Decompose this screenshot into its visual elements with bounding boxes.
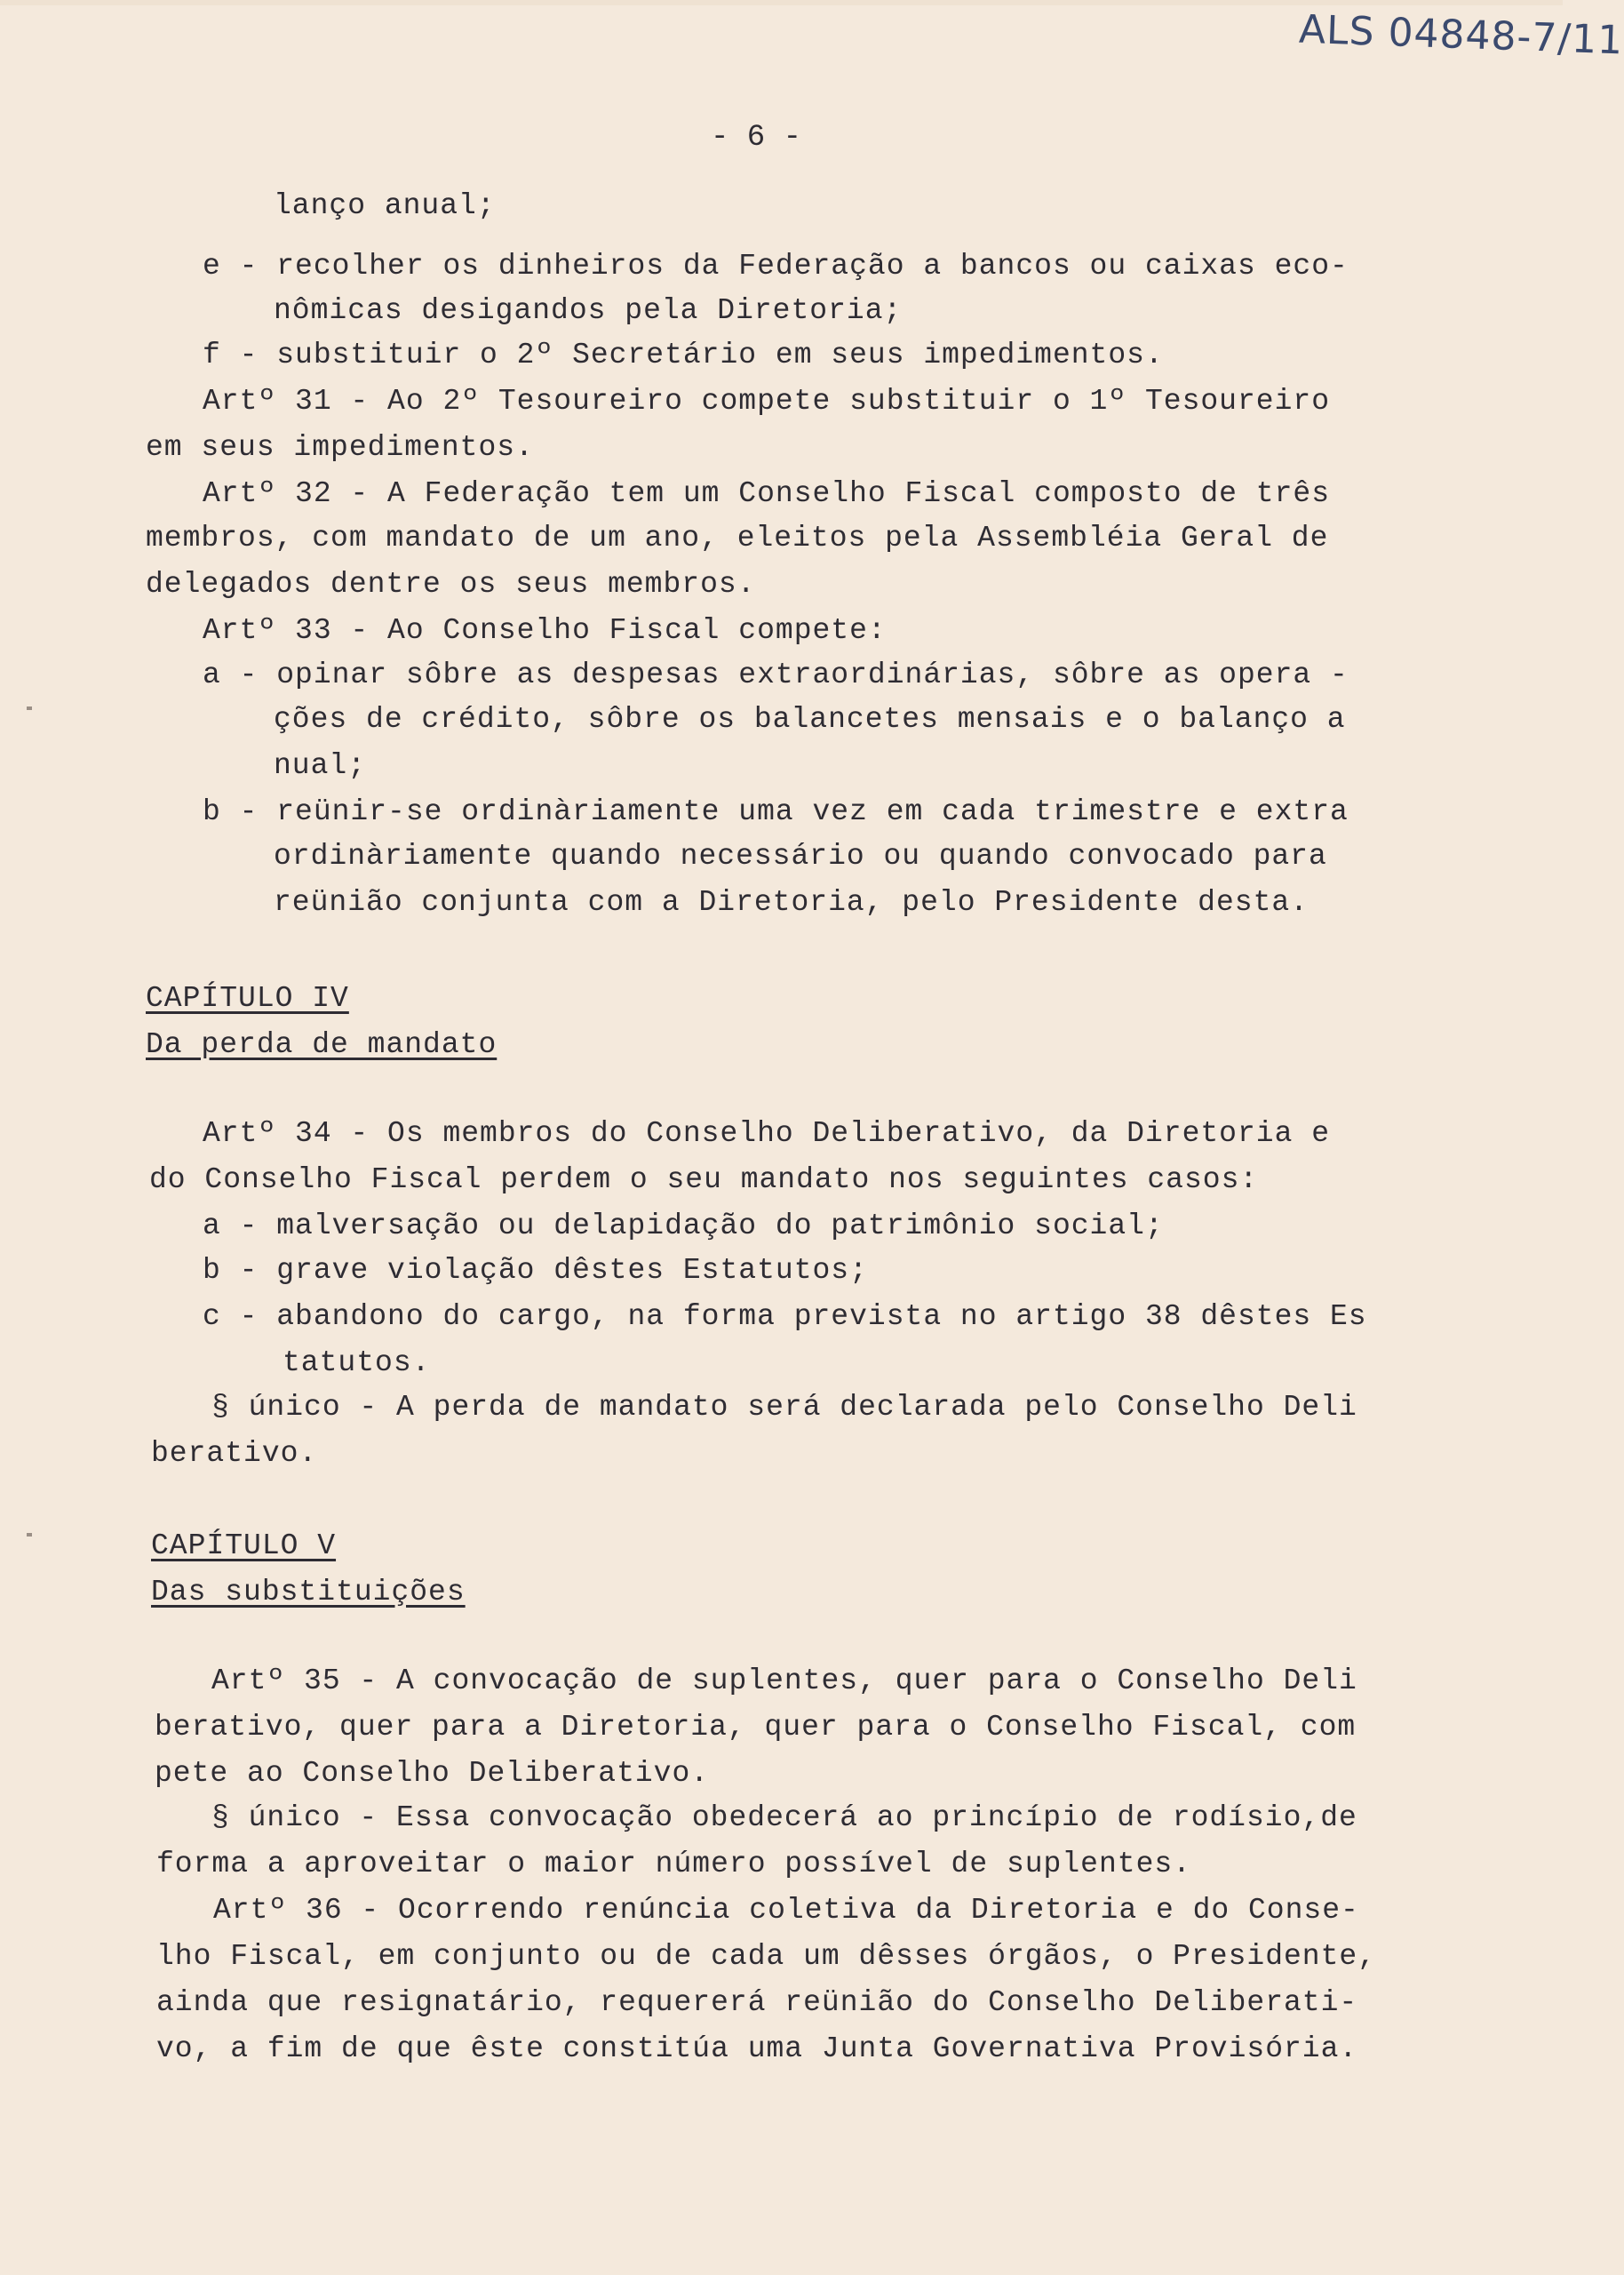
text-line: membros, com mandato de um ano, eleitos pela Assembléia Geral de (146, 522, 1329, 555)
text-line: em seus impedimentos. (146, 431, 534, 464)
text-line: berativo. (151, 1437, 318, 1470)
text-line: c - abandono do cargo, na forma prevista no artigo 38 dêstes Es (203, 1300, 1367, 1333)
text-line: forma a aproveitar o maior número possível de suplentes. (156, 1848, 1191, 1880)
text-line: b - grave violação dêstes Estatutos; (203, 1254, 868, 1287)
text-line: ções de crédito, sôbre os balancetes mensais e o balanço a (274, 703, 1346, 736)
margin-mark (27, 1533, 32, 1537)
chapter-heading: CAPÍTULO V (151, 1529, 337, 1562)
text-line: Artº 32 - A Federação tem um Conselho Fiscal composto de três (203, 477, 1330, 510)
text-line: a - opinar sôbre as despesas extraordinárias, sôbre as opera - (203, 659, 1349, 691)
text-line: do Conselho Fiscal perdem o seu mandato nos seguintes casos: (149, 1163, 1259, 1196)
text-line: reünião conjunta com a Diretoria, pelo Presidente desta. (274, 886, 1309, 919)
scan-edge (0, 0, 1563, 5)
chapter-heading: CAPÍTULO IV (146, 982, 349, 1015)
margin-mark (27, 706, 32, 710)
text-line: ainda que resignatário, requererá reünião do Conselho Deliberati- (156, 1986, 1358, 2019)
chapter-subtitle: Da perda de mandato (146, 1028, 498, 1061)
text-line: nômicas desigandos pela Diretoria; (274, 294, 903, 327)
text-line: ordinàriamente quando necessário ou quando convocado para (274, 840, 1327, 873)
text-line: Artº 33 - Ao Conselho Fiscal compete: (203, 614, 887, 647)
text-line: berativo, quer para a Diretoria, quer para o Conselho Fiscal, com (155, 1711, 1357, 1744)
text-line: pete ao Conselho Deliberativo. (155, 1757, 710, 1790)
chapter-subtitle: Das substituições (151, 1576, 466, 1608)
text-line: a - malversação ou delapidação do patrimônio social; (203, 1209, 1164, 1242)
text-line: Artº 31 - Ao 2º Tesoureiro compete substituir o 1º Tesoureiro (203, 385, 1330, 418)
text-line: § único - Essa convocação obedecerá ao princípio de rodísio,de (211, 1801, 1357, 1834)
text-line: e - recolher os dinheiros da Federação a bancos ou caixas eco- (203, 250, 1349, 283)
text-line: lho Fiscal, em conjunto ou de cada um dêsses órgãos, o Presidente, (156, 1940, 1377, 1973)
text-line: vo, a fim de que êste constitúa uma Junta Governativa Provisória. (156, 2032, 1358, 2065)
page-number: - 6 - (711, 121, 802, 155)
text-line: Artº 35 - A convocação de suplentes, quer para o Conselho Deli (211, 1664, 1357, 1697)
text-line: lanço anual; (274, 189, 496, 222)
text-line: Artº 36 - Ocorrendo renúncia coletiva da Diretoria e do Conse- (213, 1894, 1359, 1927)
text-line: § único - A perda de mandato será declarada pelo Conselho Deli (211, 1391, 1357, 1424)
text-line: b - reünir-se ordinàriamente uma vez em cada trimestre e extra (203, 795, 1349, 828)
text-line: nual; (274, 749, 367, 782)
text-line: f - substituir o 2º Secretário em seus impedimentos. (203, 339, 1164, 371)
text-line: tatutos. (283, 1346, 431, 1379)
text-line: delegados dentre os seus membros. (146, 568, 756, 601)
archive-reference-annotation: ALS 04848-7/11 (1298, 6, 1624, 64)
text-line: Artº 34 - Os membros do Conselho Deliberativo, da Diretoria e (203, 1117, 1330, 1150)
